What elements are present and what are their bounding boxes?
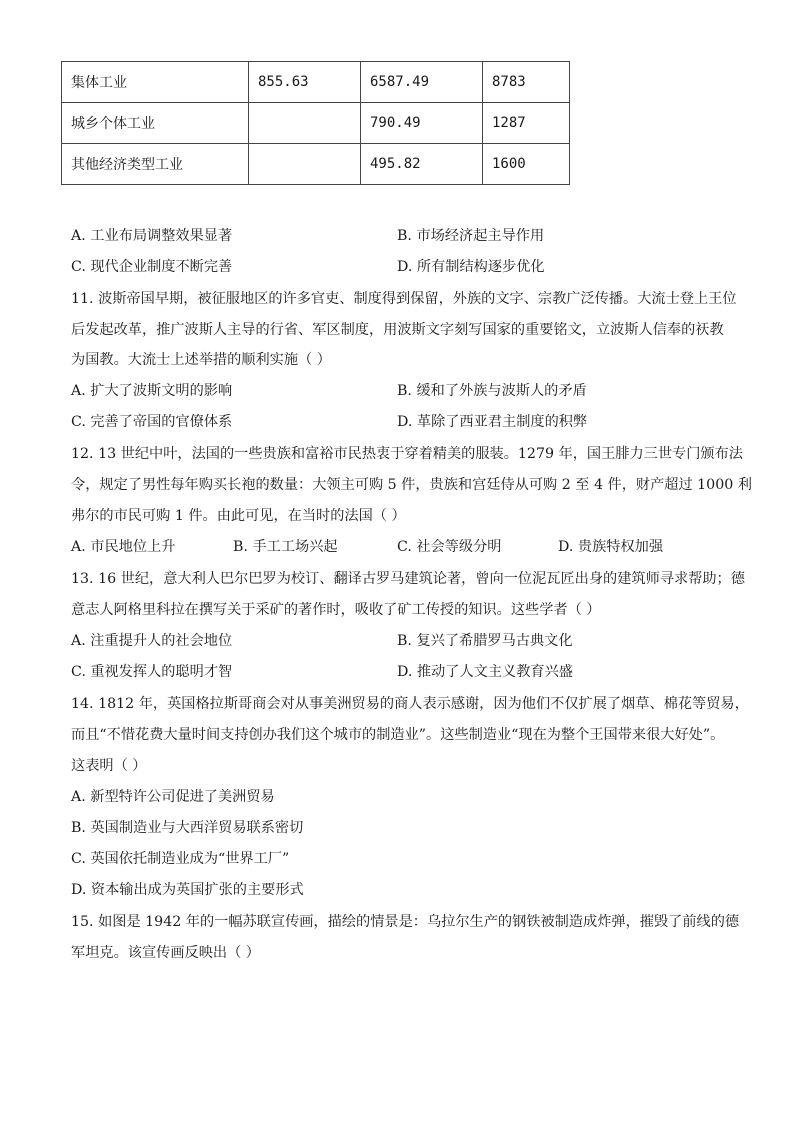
q13-option-c[interactable]: C. 重视发挥人的聪明才智: [71, 664, 233, 680]
q14-stem-line: 而且“不惜花费大量时间支持创办我们这个城市的制造业”。这些制造业“现在为整个王国带来很大好处”。: [71, 727, 725, 743]
table-cell: 其他经济类型工业: [62, 144, 249, 185]
q12-stem-line: 令，规定了男性每年购买长袍的数量：大领主可购 5 件，贵族和宫廷侍从可购 2 至 4 件，财产超过 1000 利: [71, 477, 752, 493]
q13-option-b[interactable]: B. 复兴了希腊罗马古典文化: [397, 633, 573, 649]
q12-option-b[interactable]: B. 手工工场兴起: [233, 539, 338, 555]
q12-stem-line: 弗尔的市民可购 1 件。由此可见，在当时的法国（ ）: [71, 508, 406, 524]
table-cell: 集体工业: [62, 62, 249, 103]
q14-option-c[interactable]: C. 英国依托制造业成为“世界工厂”: [71, 851, 290, 867]
table-cell: 495.82: [361, 144, 483, 185]
q15-stem-line: 15. 如图是 1942 年的一幅苏联宣传画，描绘的情景是：乌拉尔生产的钢铁被制造成炸弹，摧毁了前线的德: [71, 914, 740, 930]
q12-option-a[interactable]: A. 市民地位上升: [71, 539, 176, 555]
table-cell: 6587.49: [361, 62, 483, 103]
table-cell: 1287: [483, 103, 570, 144]
q15-stem-line: 军坦克。该宣传画反映出（ ）: [71, 945, 260, 961]
table-cell: [249, 144, 361, 185]
q13-option-a[interactable]: A. 注重提升人的社会地位: [71, 633, 233, 649]
q12-option-d[interactable]: D. 贵族特权加强: [558, 539, 664, 555]
q13-stem-line: 13. 16 世纪，意大利人巴尔巴罗为校订、翻译古罗马建筑论著，曾向一位泥瓦匠出身的建筑师寻求帮助；德: [71, 571, 745, 587]
q14-option-d[interactable]: D. 资本输出成为英国扩张的主要形式: [71, 882, 304, 898]
q11-option-d[interactable]: D. 革除了西亚君主制度的积弊: [397, 414, 588, 430]
q10-option-b[interactable]: B. 市场经济起主导作用: [397, 228, 545, 244]
statistics-table: [61, 61, 570, 185]
q11-option-b[interactable]: B. 缓和了外族与波斯人的矛盾: [397, 383, 587, 399]
q10-option-c[interactable]: C. 现代企业制度不断完善: [71, 259, 233, 275]
table-cell: [249, 103, 361, 144]
table-cell: 8783: [483, 62, 570, 103]
table-cell: 1600: [483, 144, 570, 185]
q11-stem-line: 11. 波斯帝国早期，被征服地区的许多官吏、制度得到保留，外族的文字、宗教广泛传播。大流士登上王位: [71, 291, 737, 307]
q11-option-a[interactable]: A. 扩大了波斯文明的影响: [71, 383, 233, 399]
q12-stem-line: 12. 13 世纪中叶，法国的一些贵族和富裕市民热衷于穿着精美的服装。1279 年，国王腓力三世专门颁布法: [71, 446, 743, 462]
q11-stem-line: 后发起改革，推广波斯人主导的行省、军区制度，用波斯文字刻写国家的重要铭文，立波斯人信奉的祆教: [71, 322, 724, 338]
q10-option-d[interactable]: D. 所有制结构逐步优化: [397, 259, 545, 275]
table-row: [62, 103, 570, 144]
q11-stem-line: 为国教。大流士上述举措的顺利实施（ ）: [71, 352, 331, 368]
q14-option-b[interactable]: B. 英国制造业与大西洋贸易联系密切: [71, 820, 304, 836]
q14-stem-line: 14. 1812 年，英国格拉斯哥商会对从事美洲贸易的商人表示感谢，因为他们不仅扩展了烟草、棉花等贸易，: [71, 696, 749, 712]
q13-option-d[interactable]: D. 推动了人文主义教育兴盛: [397, 664, 573, 680]
table-row: [62, 144, 570, 185]
q14-option-a[interactable]: A. 新型特许公司促进了美洲贸易: [71, 789, 275, 805]
table-row: [62, 62, 570, 103]
q13-stem-line: 意志人阿格里科拉在撰写关于采矿的著作时，吸收了矿工传授的知识。这些学者（ ）: [71, 602, 601, 618]
table-cell: 855.63: [249, 62, 361, 103]
q14-stem-line: 这表明（ ）: [71, 758, 147, 774]
q11-option-c[interactable]: C. 完善了帝国的官僚体系: [71, 414, 233, 430]
q10-option-a[interactable]: A. 工业布局调整效果显著: [71, 228, 233, 244]
table-cell: 城乡个体工业: [62, 103, 249, 144]
q12-option-c[interactable]: C. 社会等级分明: [397, 539, 502, 555]
table-cell: 790.49: [361, 103, 483, 144]
